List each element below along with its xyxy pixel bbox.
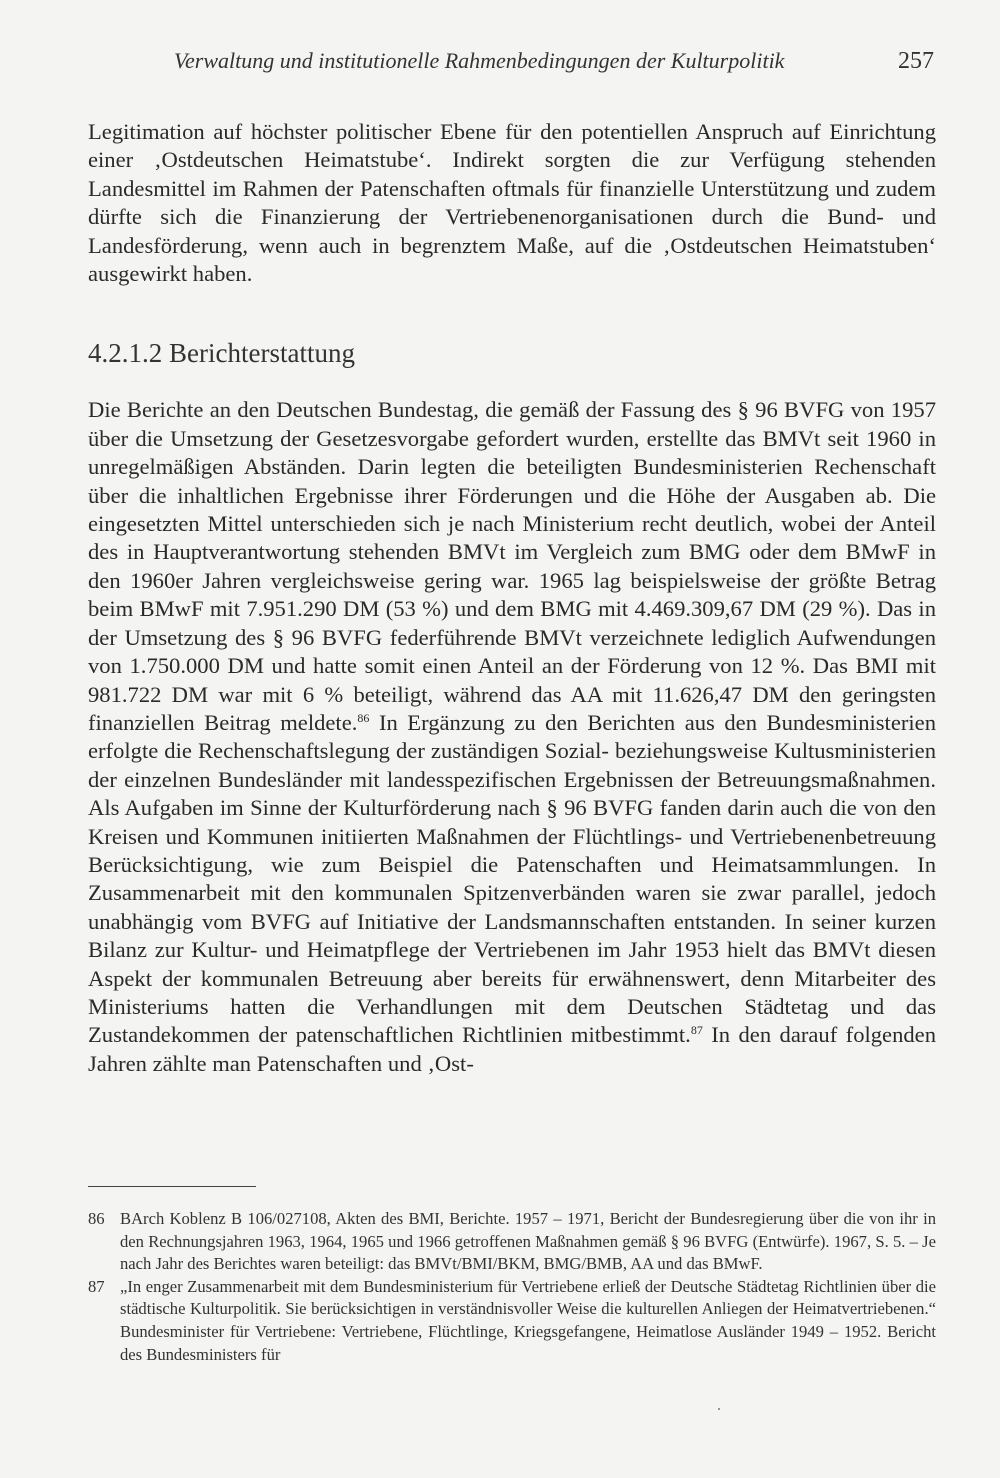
running-title: Verwaltung und institutionelle Rahmenbedingungen der Kulturpolitik bbox=[174, 48, 785, 73]
paragraph-continuation: Legitimation auf höchster politischer Ebene für den potentiellen Anspruch auf Einrichtung einer ‚Ostdeutschen Heimatstube‘. Indirekt sorgten die zur Verfügung stehenden Landesmittel im Rahmen der Patenschaften oftmals für finanzielle Unterstützung und zudem dürfte sich die Finanzierung der Vertriebenenorganisationen durch die Bund- und Landesförderung, wenn auch in begrenztem Maße, auf die ‚Ostdeutschen Heimatstuben‘ ausgewirkt haben. bbox=[88, 119, 936, 287]
paragraph-text-part-2: In Ergänzung zu den Berichten aus den Bundesministerien erfolgte die Rechenschaftslegung der zuständigen Sozial- beziehungsweise Kultusministerien der einzelnen Bundesländer mit landesspezifischen Ergebnissen der Betreuungsmaßnahmen. Als Aufgaben im Sinne der Kulturförderung nach § 96 BVFG fanden darin auch die von den Kreisen und Kommunen initiierten Maßnahmen der Flüchtlings- und Vertriebenenbetreuung Berücksichtigung, wie zum Beispiel die Patenschaften und Heimatsammlungen. In Zusammenarbeit mit den kommunalen Spitzenverbänden waren sie zwar parallel, jedoch unabhängig vom BVFG auf Initiative der Landsmannschaften entstanden. In seiner kurzen Bilanz zur Kultur- und Heimatpflege der Vertriebenen im Jahr 1953 hielt das BMVt diesen Aspekt der kommunalen Betreuung aber bereits für erwähnenswert, denn Mitarbeiter des Ministeriums hatten die Verhandlungen mit dem Deutschen Städtetag und das Zustandekommen der patenschaftlichen Richtlinien mitbestimmt. bbox=[88, 709, 936, 1048]
section-heading: 4.2.1.2 Berichterstattung bbox=[88, 338, 355, 369]
page-number: 257 bbox=[898, 48, 934, 74]
running-header bbox=[88, 48, 936, 80]
footnote-86 bbox=[88, 1208, 936, 1276]
footnote-text: „In enger Zusammenarbeit mit dem Bundesministerium für Vertriebene erließ der Deutsche Städtetag Richtlinien über die städtische Kulturpolitik. Sie berücksichtigen in verständnisvoller Weise die kulturellen Anliegen der Heimatvertriebenen.“ Bundesminister für Vertriebene: Vertriebene, Flüchtlinge, Kriegsgefangene, Heimatlose Ausländer 1949 – 1952. Bericht des Bundesministers für bbox=[120, 1276, 936, 1364]
main-text bbox=[88, 118, 936, 1078]
paragraph-text-part-3: In den darauf folgenden Jahren zählte man Patenschaften und ‚Ost- bbox=[88, 1022, 937, 1076]
paper-speck bbox=[718, 1408, 720, 1410]
footnotes bbox=[88, 1208, 936, 1366]
footnote-reference-86: 86 bbox=[357, 710, 370, 725]
footnote-text: BArch Koblenz B 106/027108, Akten des BMI, Berichte. 1957 – 1971, Bericht der Bundesregierung über die von ihr in den Rechnungsjahren 1963, 1964, 1965 und 1966 getroffenen Maßnahmen gemäß § 96 BVFG (Entwürfe). 1967, S. 5. – Je nach Jahr des Berichtes waren beteiligt: das BMVt/BMI/BKM, BMG/BMB, AA und das BMwF. bbox=[120, 1209, 936, 1274]
paragraph-text-part-1: Die Berichte an den Deutschen Bundestag, die gemäß der Fassung des § 96 BVFG von 1957 über die Umsetzung der Gesetzesvorgabe gefordert wurden, erstellte das BMVt seit 1960 in unregelmäßigen Abständen. Darin legten die beteiligten Bundesministerien Rechenschaft über die inhaltlichen Ergebnisse ihrer Förderungen und die Höhe der Ausgaben ab. Die eingesetzten Mittel unterschieden sich je nach Ministerium recht deutlich, wobei der Anteil des in Hauptverantwortung stehenden BMVt im Vergleich zum BMG oder dem BMwF in den 1960er Jahren vergleichsweise gering war. 1965 lag beispielsweise der größte Betrag beim BMwF mit 7.951.290 DM (53 %) und dem BMG mit 4.469.309,67 DM (29 %). Das in der Umsetzung des § 96 BVFG federführende BMVt verzeichnete lediglich Aufwendungen von 1.750.000 DM und hatte somit einen Anteil an der Förderung von 12 %. Das BMI mit 981.722 DM war mit 6 % beteiligt, während das AA mit 11.626,47 DM den geringsten finanziellen Beitrag meldete. bbox=[88, 397, 936, 735]
paragraph-berichterstattung bbox=[88, 396, 936, 1078]
footnote-number: 86 bbox=[88, 1209, 105, 1228]
footnote-87 bbox=[88, 1276, 936, 1366]
footnote-number: 87 bbox=[88, 1276, 105, 1296]
footnote-reference-87: 87 bbox=[690, 1023, 703, 1038]
footnote-separator bbox=[88, 1186, 256, 1187]
